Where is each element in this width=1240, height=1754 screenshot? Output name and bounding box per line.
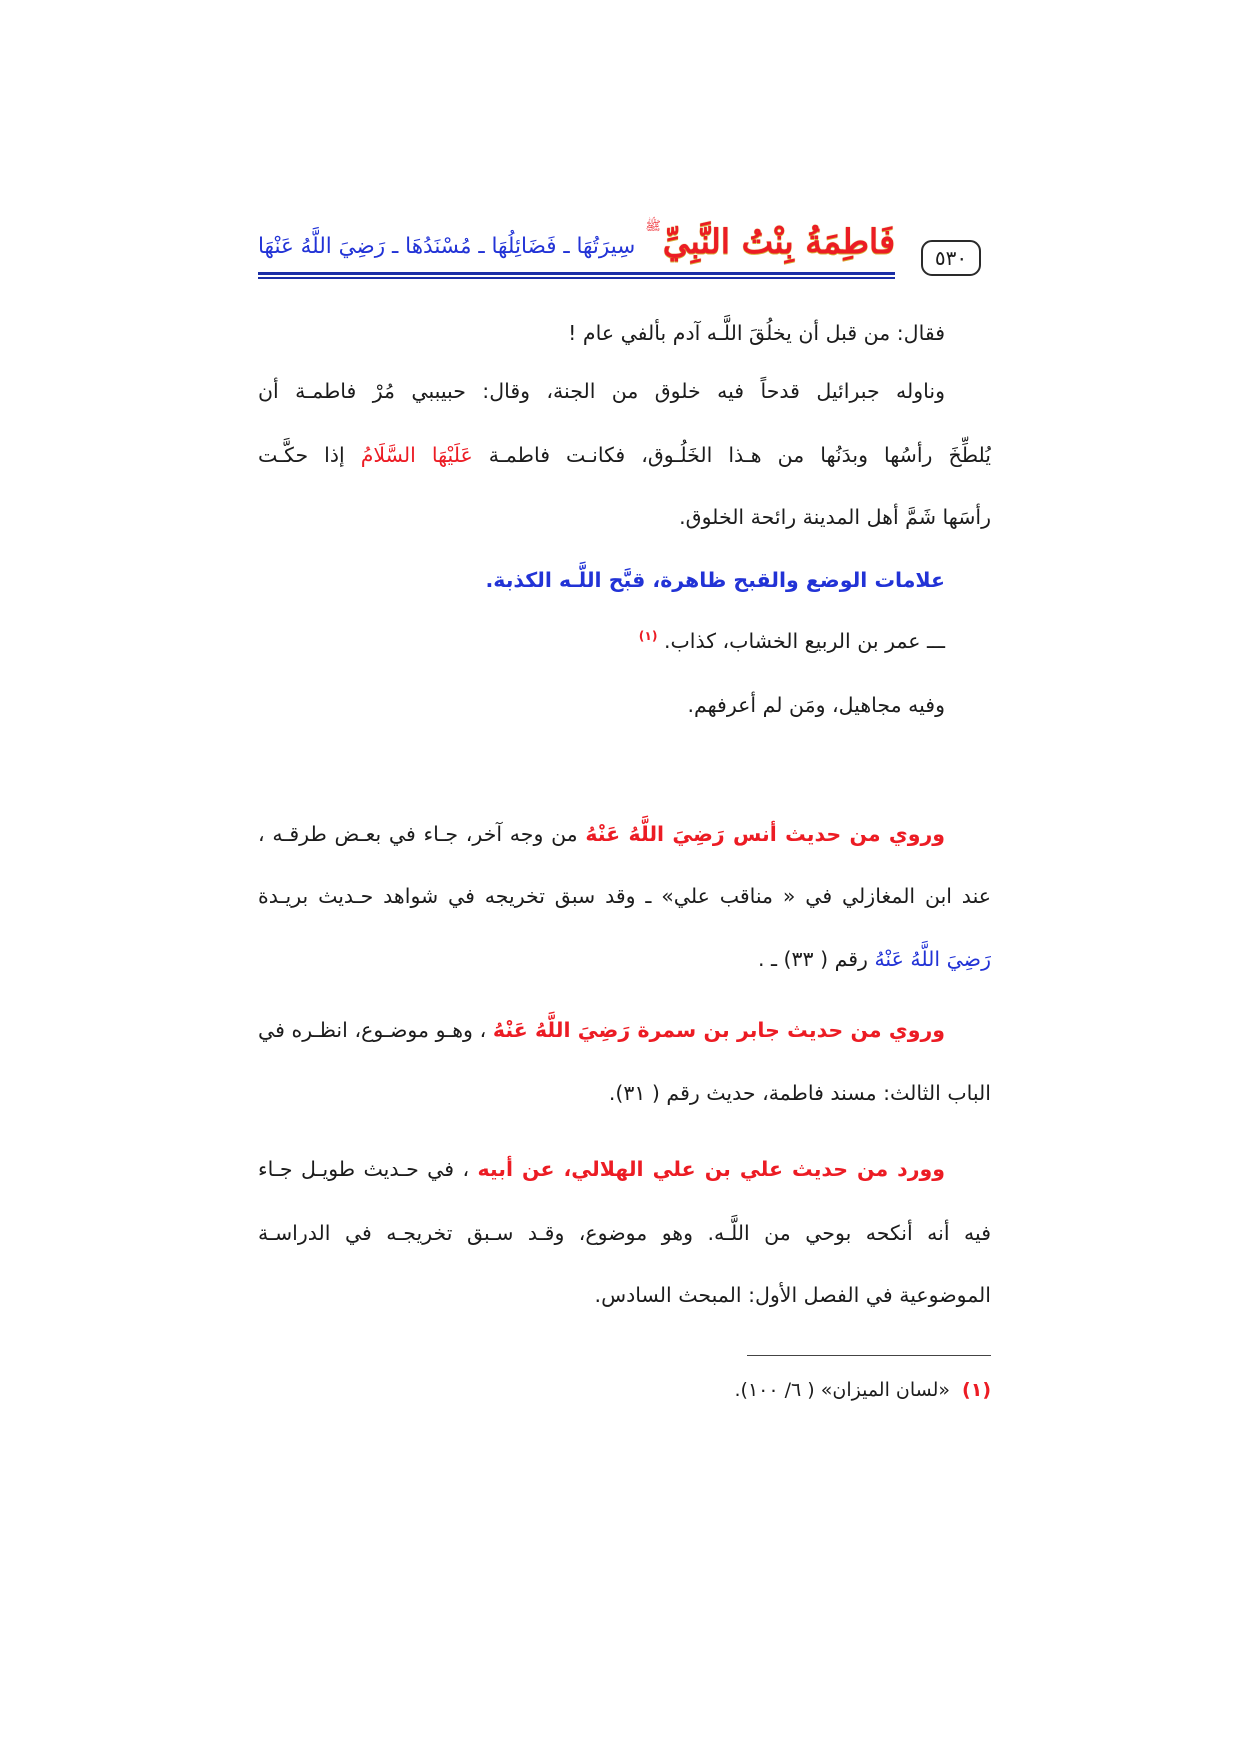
narration-heading: وروي من حديث جابر بن سمرة رَضِيَ اللَّهُ عَنْهُ (492, 1018, 945, 1042)
verdict-heading: علامات الوضع والقبح ظاهرة، قبَّح اللَّـه الكذبة. (485, 568, 945, 592)
body-text: رأسَها شَمَّ أهل المدينة رائحة الخلوق. (679, 505, 991, 529)
book-title-main: فَاطِمَةُ بِنْتُ النَّبِيِّ (662, 221, 895, 261)
footnote-ref: (١) (638, 629, 658, 644)
body-line (258, 1205, 991, 1261)
body-text: ، وهـو موضـوع، انظـره في (258, 1018, 493, 1042)
body-text: الموضوعية في الفصل الأول: المبحث السادس. (594, 1283, 991, 1307)
body-line (258, 1267, 991, 1323)
salawat-honorific: ﷺ (645, 218, 661, 234)
page-number: ٥٣٠ (921, 240, 981, 276)
body-text: إذا حكَّـت (258, 443, 361, 467)
book-title (258, 180, 895, 268)
body-line (258, 427, 991, 483)
body-line (258, 305, 991, 361)
body-text: ، في حـديث طويـل جـاء (258, 1157, 478, 1181)
running-header (258, 176, 991, 286)
body-text: وفيه مجاهيل، ومَن لم أعرفهم. (687, 693, 945, 717)
body-line (258, 1141, 991, 1197)
body-line (258, 363, 991, 419)
body-line (258, 552, 991, 608)
honorific-blue: رَضِيَ اللَّهُ عَنْهُ (874, 947, 991, 971)
body-line (258, 1065, 991, 1121)
body-line (258, 489, 991, 545)
honorific-red: عَلَيْهَا السَّلَامُ (360, 443, 473, 467)
body-text: يُلطِّخَ رأسُها وبدَنُها من هـذا الخَلُـوق، فكانـت فاطمـة (472, 443, 991, 467)
body-text: فقال: من قبل أن يخلُقَ اللَّـه آدم بألفي عام ! (568, 321, 945, 345)
footnote (258, 1372, 991, 1408)
body-line (258, 806, 991, 862)
body-text: رقم ( ٣٣) ـ . (757, 947, 875, 971)
footnote-marker: (١) (962, 1379, 991, 1401)
body-line (258, 677, 991, 733)
body-line (258, 868, 991, 924)
book-subtitle: سِيرَتُهَا ـ فَضَائِلُهَا ـ مُسْنَدُهَا ـ رَضِيَ اللَّهُ عَنْهَا (258, 233, 636, 259)
body-text: فيه أنه أنكحه بوحي من اللَّـه. وهو موضوع، وقـد سـبق تخريجـه في الدراسـة (258, 1221, 991, 1245)
body-text: الباب الثالث: مسند فاطمة، حديث رقم ( ٣١). (608, 1081, 991, 1105)
footnote-text: «لسان الميزان» ( ٦/ ١٠٠). (734, 1379, 951, 1401)
body-line (258, 613, 991, 669)
narration-heading: وروي من حديث أنس رَضِيَ اللَّهُ عَنْهُ (585, 822, 946, 846)
body-text: ـــ عمر بن الربيع الخشاب، كذاب. (657, 629, 945, 653)
body-text: عند ابن المغازلي في « مناقب علي» ـ وقد سبق تخريجه في شواهد حـديث بريـدة (258, 884, 991, 908)
body-text: من وجه آخر، جـاء في بعـض طرقـه ، (258, 822, 586, 846)
body-text: وناوله جبرائيل قدحاً فيه خلوق من الجنة، وقال: حبيببي مُرْ فاطمـة أن (258, 379, 945, 403)
body-line (258, 1002, 991, 1058)
book-title-main-group (645, 215, 895, 268)
body-line (258, 931, 991, 987)
header-double-rule (258, 272, 895, 279)
footnote-separator (747, 1355, 991, 1356)
narration-heading: وورد من حديث علي بن علي الهلالي، عن أبيه (477, 1157, 945, 1181)
